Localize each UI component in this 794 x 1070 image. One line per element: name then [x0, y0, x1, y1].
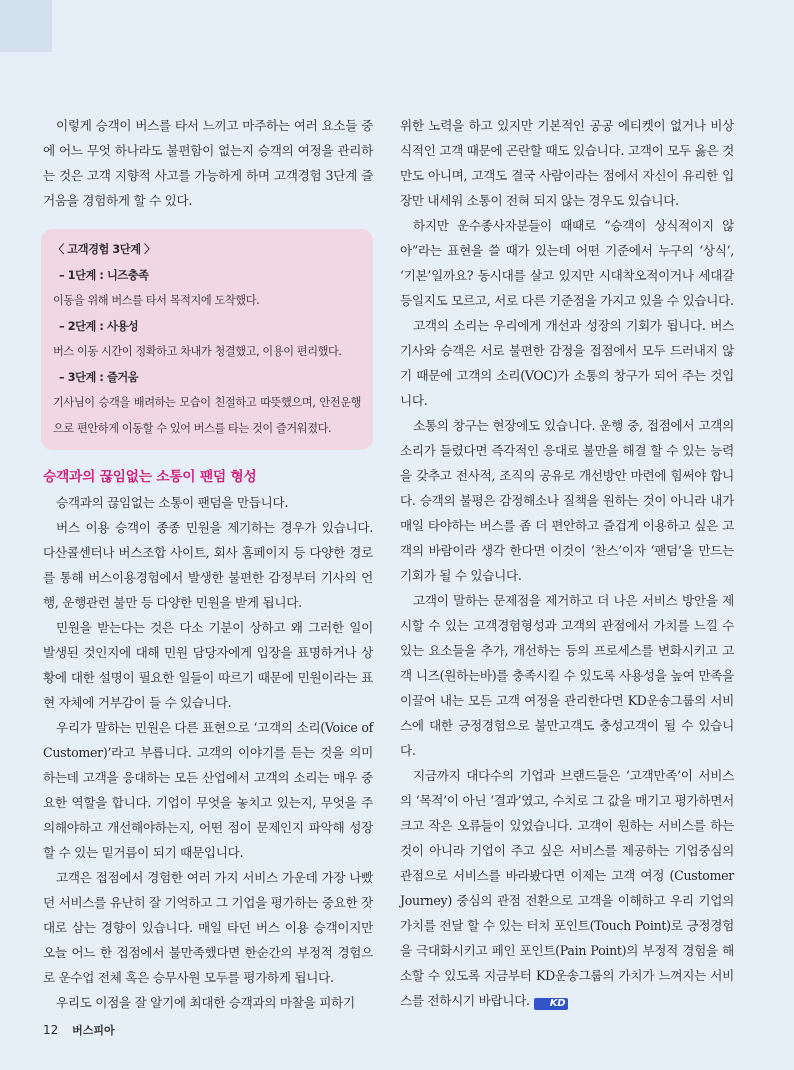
left-column — [43, 113, 373, 1015]
right-paragraph: 고객이 말하는 문제점을 제거하고 더 나은 서비스 방안을 제시할 수 있는 고객경험형성과 고객의 관점에서 가치를 느낄 수 있는 요소들을 추가, 개선하는 등의 프로세스를 변화시키고 고객 니즈(원하는바)를 충족시킬 수 있도록 사용성을 높여 만족을 이끌어 내는 모든 고객 여정을 관리한다면 KD운송그룹의 서비스에 대한 긍정경험으로 불만고객도 충성고객이 될 수 있습니다. — [400, 593, 734, 758]
left-paragraph: 민원을 받는다는 것은 다소 기분이 상하고 왜 그러한 일이 발생된 것인지에 대해 민원 담당자에게 입장을 표명하거나 상황에 대한 설명이 필요한 일들이 따르기 때문에 민원이라는 표현 자체에 거부감이 들 수 있습니다. — [43, 620, 373, 710]
box-heading: 〈 고객경험 3단계 〉 — [53, 243, 155, 256]
customer-experience-box — [41, 229, 373, 450]
kd-logo: KD — [534, 998, 568, 1010]
left-paragraph: 버스 이용 승객이 종종 민원을 제기하는 경우가 있습니다. 다산콜센터나 버스조합 사이트, 회사 홈페이지 등 다양한 경로를 통해 버스이용경험에서 발생한 불편한 감정부터 기사의 언행, 운행관련 불만 등 다양한 민원을 받게 됩니다. — [43, 520, 373, 610]
closing-text: 지금까지 대다수의 기업과 브랜드들은 ‘고객만족’이 서비스의 ‘목적’이 아닌 ‘결과’였고, 수치로 그 값을 매기고 평가하면서 크고 작은 오류들이 있었습니다. 고객이 원하는 서비스를 하는 것이 아니라 기업이 주고 싶은 서비스를 제공하는 기업중심의 관점으로 서비스를 바라봤다면 이제는 고객 여정 (Customer Journey) 중심의 관점 전환으로 고객을 이해하고 우리 기업의 가치를 전달 할 수 있는 터치 포인트(Touch Point)로 긍정경험을 극대화시키고 페인 포인트(Pain Point)의 부정적 경험을 해소할 수 있도록 지금부터 KD운송그룹의 가치가 느껴지는 서비스를 전하시기 바랍니다. — [400, 768, 734, 1008]
left-paragraph: 승객과의 끊임없는 소통이 팬덤을 만듭니다. — [56, 495, 289, 510]
left-paragraph: 우리도 이점을 잘 알기에 최대한 승객과의 마찰을 피하기 — [56, 995, 355, 1010]
magazine-name: 버스피아 — [72, 1024, 115, 1037]
right-paragraph: 하지만 운수종사자분들이 때때로 “승객이 상식적이지 않아”라는 표현을 쓸 때가 있는데 어떤 기준에서 누구의 ‘상식’, ‘기본’일까요? 동시대를 살고 있지만 시대착오적이거나 세대갈등일지도 모르고, 서로 다른 기준점을 가지고 있을 수 있습니다. — [400, 218, 734, 308]
left-paragraph: 고객은 접점에서 경험한 여러 가지 서비스 가운데 가장 나빴던 서비스를 유난히 잘 기억하고 그 기업을 평가하는 중요한 잣대로 삼는 경향이 있습니다. 매일 타던 버스 이용 승객이지만 오늘 어느 한 접점에서 불만족했다면 한순간의 부정적 경험으로 운수업 전체 혹은 승무사원 모두를 평가하게 됩니다. — [43, 870, 373, 985]
intro-paragraph: 이렇게 승객이 버스를 타서 느끼고 마주하는 여러 요소들 중에 어느 무엇 하나라도 불편함이 없는지 승객의 여정을 관리하는 것은 고객 지향적 사고를 가능하게 하며 고객경험 3단계 즐거움을 경험하게 할 수 있다. — [43, 118, 373, 208]
left-paragraph: 우리가 말하는 민원은 다른 표현으로 ‘고객의 소리(Voice of Customer)’라고 부릅니다. 고객의 이야기를 듣는 것을 의미하는데 고객을 응대하는 모든 산업에서 고객의 소리는 매우 중요한 역할을 합니다. 기업이 무엇을 놓치고 있는지, 무엇을 주의해야하고 개선해야하는지, 어떤 점이 문제인지 파악해 성장 할 수 있는 밑거름이 되기 때문입니다. — [43, 720, 373, 860]
stage-1-description: 이동을 위해 버스를 타서 목적지에 도착했다. — [53, 294, 260, 307]
stage-2-title: – 2단계 : 사용성 — [59, 319, 139, 333]
stage-3-description: 기사님이 승객을 배려하는 모습이 친절하고 따뜻했으며, 안전운행으로 편안하게 이동할 수 있어 버스를 타는 것이 즐거워졌다. — [53, 396, 361, 435]
right-paragraph: 고객의 소리는 우리에게 개선과 성장의 기회가 됩니다. 버스기사와 승객은 서로 불편한 감정을 접점에서 모두 드러내지 않기 때문에 고객의 소리(VOC)가 소통의 창구가 되어 주는 것입니다. — [400, 318, 734, 408]
stage-1-title: – 1단계 : 니즈충족 — [59, 268, 149, 282]
right-column — [400, 113, 734, 1013]
stage-2-description: 버스 이동 시간이 정확하고 차내가 청결했고, 이용이 편리했다. — [53, 345, 342, 358]
stage-3-title: – 3단계 : 즐거움 — [59, 370, 139, 384]
right-paragraph: 소통의 창구는 현장에도 있습니다. 운행 중, 접점에서 고객의 소리가 들렸다면 즉각적인 응대로 불만을 해결 할 수 있는 능력을 갖추고 전사적, 조직의 공유로 개선방안 마련에 힘써야 합니다. 승객의 불평은 감정해소나 질책을 원하는 것이 아니라 내가 매일 타야하는 버스를 좀 더 편안하고 즐겁게 이용하고 싶은 고객의 바람이라 생각 한다면 이것이 ‘찬스’이자 ‘팬덤’을 만드는 기회가 될 수 있습니다. — [400, 418, 734, 583]
right-paragraph-last — [400, 763, 734, 1013]
right-paragraph: 위한 노력을 하고 있지만 기본적인 공공 에티켓이 없거나 비상식적인 고객 때문에 곤란할 때도 있습니다. 고객이 모두 옳은 것만도 아니며, 고객도 결국 사람이라는 점에서 자신이 유리한 입장만 내세워 소통이 전혀 되지 않는 경우도 있습니다. — [400, 118, 734, 208]
corner-decoration — [0, 0, 52, 52]
page-number: 12 — [43, 1023, 59, 1037]
page-footer — [43, 1022, 115, 1038]
section-title: 승객과의 끊임없는 소통이 팬덤 형성 — [43, 469, 257, 485]
